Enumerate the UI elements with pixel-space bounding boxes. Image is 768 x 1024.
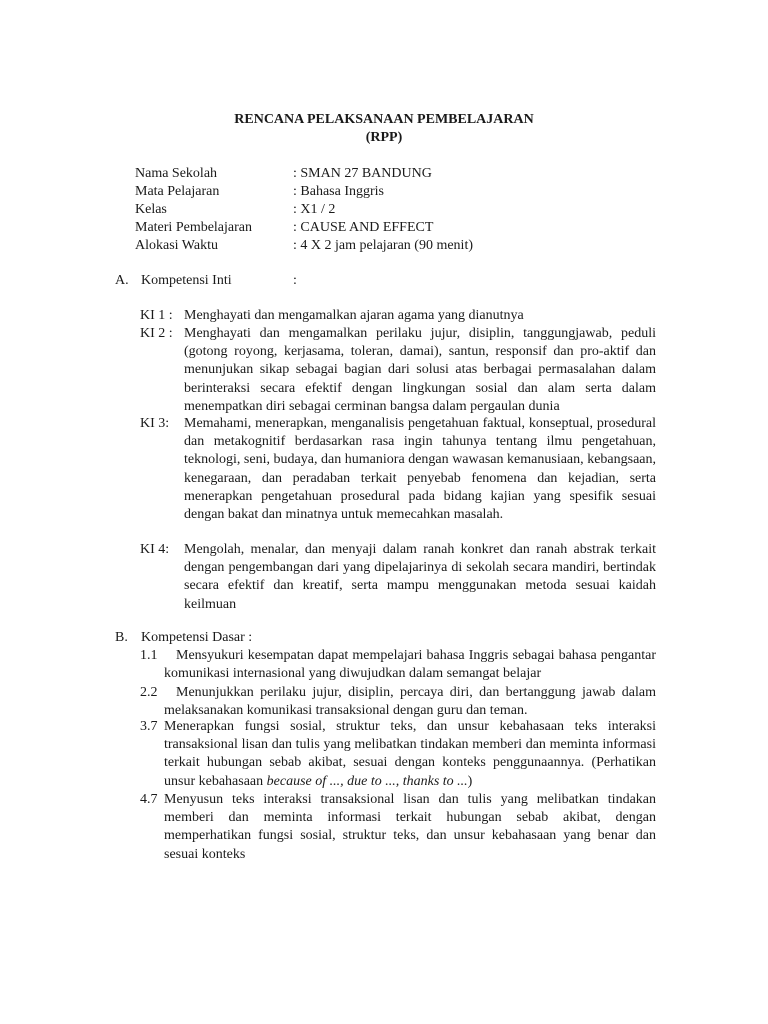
info-value: : 4 X 2 jam pelajaran (90 menit) (293, 238, 473, 253)
kd-number: 1.1 (140, 648, 158, 663)
ki-text: Menghayati dan mengamalkan perilaku jujur, disiplin, tanggungjawab, peduli (gotong royong, kerjasama, toleran, damai), santun, responsif dan pro-aktif dan menunjukan sikap sebagai bagian dari solusi atas berbagai permasalahan dalam berinteraksi secara efektif dengan lingkungan sosial dan alam serta dalam menempatkan diri sebagai cerminan bangsa dalam pergaulan dunia (184, 326, 656, 414)
document-subtitle: (RPP) (365, 130, 403, 145)
ki-text: Memahami, menerapkan, menganalisis pengetahuan faktual, konseptual, prosedural dan metakognitif berdasarkan rasa ingin tahunya tentang ilmu pengetahuan, teknologi, seni, budaya, dan humaniora dengan wawasan kemanusiaan, kebangsaan, kenegaraan, dan peradaban terkait penyebab fenomena dan kejadian, serta menerapkan pengetahuan prosedural pada bidang kajian yang spesifik sesuai dengan bakat dan minatnya untuk memecahkan masalah. (184, 416, 656, 523)
info-label: Mata Pelajaran (135, 184, 220, 199)
ki-label: KI 3: (140, 416, 170, 431)
kd-number: 4.7 (140, 792, 158, 807)
info-label: Kelas (135, 202, 167, 217)
ki-item-1 (140, 307, 656, 325)
info-value: : X1 / 2 (293, 202, 336, 217)
info-label: Alokasi Waktu (135, 238, 218, 253)
kd-item-4-7 (140, 791, 656, 864)
kd-text (164, 718, 656, 791)
kd-text (164, 647, 656, 683)
section-colon: : (293, 273, 297, 288)
ki-item-4 (140, 541, 656, 614)
kd-number: 3.7 (140, 719, 158, 734)
section-a-heading (115, 272, 297, 290)
kd-number: 2.2 (140, 685, 158, 700)
info-value: : CAUSE AND EFFECT (293, 220, 434, 235)
kd-text-content: Menunjukkan perilaku jujur, disiplin, percaya diri, dan bertanggung jawab dalam melaksanakan komunikasi transaksional dengan guru dan teman. (164, 685, 656, 719)
kd-text-content: Menerapkan fungsi sosial, struktur teks, dan unsur kebahasaan teks interaksi transaksional lisan dan tulis yang melibatkan tindakan memberi dan meminta informasi terkait hubungan sebab akibat, sesuai dengan konteks penggunaannya. (164, 719, 656, 771)
kd-text-content: Mensyukuri kesempatan dapat mempelajari bahasa Inggris sebagai bahasa pengantar komunikasi internasional yang diwujudkan dalam semangat belajar (164, 648, 656, 682)
section-letter: B. (115, 630, 128, 645)
document-title: RENCANA PELAKSANAAN PEMBELAJARAN (234, 112, 534, 127)
kd-note-italic: because of ..., due to ..., thanks to ... (266, 773, 468, 789)
ki-text: Mengolah, menalar, dan menyaji dalam ranah konkret dan ranah abstrak terkait dengan pengembangan dari yang dipelajarinya di sekolah secara mandiri, bertindak secara efektif dan kreatif, serta mampu menggunakan metoda sesuai kaidah keilmuan (184, 542, 656, 612)
section-title: Kompetensi Dasar : (141, 630, 253, 645)
info-value: : SMAN 27 BANDUNG (293, 166, 432, 181)
info-label: Materi Pembelajaran (135, 220, 253, 235)
kd-item-1-1 (140, 647, 656, 683)
ki-label: KI 1 : (140, 308, 173, 323)
ki-label: KI 2 : (140, 326, 173, 341)
kd-item-2-2 (140, 684, 656, 720)
kd-note-prefix: (Perhatikan unsur kebahasaan (164, 755, 656, 789)
ki-text: Menghayati dan mengamalkan ajaran agama yang dianutnya (184, 308, 524, 323)
ki-label: KI 4: (140, 542, 170, 557)
info-value: : Bahasa Inggris (293, 184, 384, 199)
info-label: Nama Sekolah (135, 166, 218, 181)
kd-text (164, 684, 656, 720)
kd-item-3-7 (140, 718, 656, 791)
section-letter: A. (115, 273, 129, 288)
ki-item-2 (140, 325, 656, 416)
kd-text: Menyusun teks interaksi transaksional lisan dan tulis yang melibatkan tindakan memberi dan meminta informasi terkait hubungan sebab akibat, dengan memperhatikan fungsi sosial, struktur teks, dan unsur kebahasaan yang benar dan sesuai konteks (164, 792, 656, 862)
section-b-heading (115, 629, 252, 647)
kd-note-suffix: ) (467, 773, 473, 789)
section-title: Kompetensi Inti (141, 273, 232, 288)
ki-item-3 (140, 415, 656, 524)
